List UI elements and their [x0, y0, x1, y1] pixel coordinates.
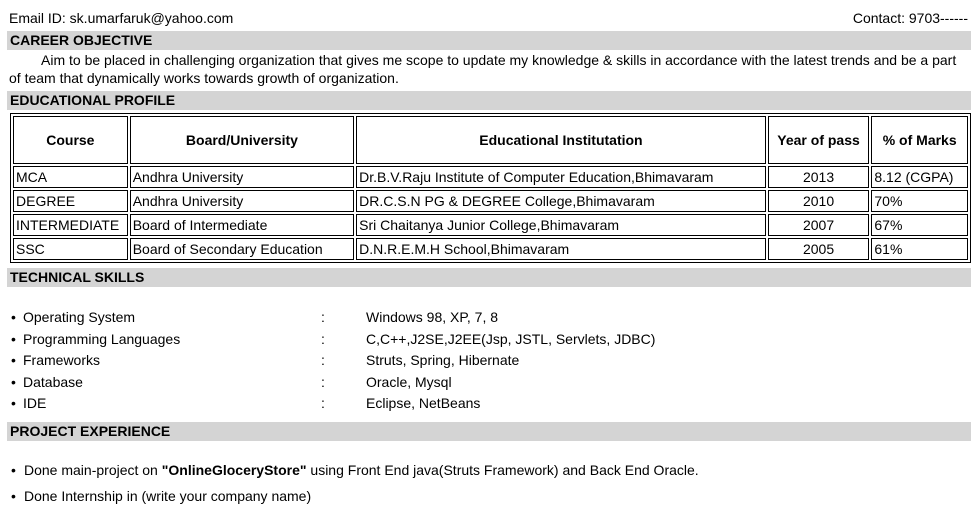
header-marks: % of Marks: [871, 116, 968, 164]
main-project-suffix: using Front End java(Struts Framework) and Back End Oracle.: [306, 462, 699, 478]
main-project-text: [24, 460, 699, 480]
contact-row: [9, 10, 968, 27]
email-text: Email ID: sk.umarfaruk@yahoo.com: [9, 10, 234, 26]
section-career-objective: CAREER OBJECTIVE: [7, 31, 971, 50]
bullet-icon: •: [11, 462, 16, 478]
skill-separator: :: [321, 395, 325, 411]
cell-year: 2013: [768, 166, 870, 188]
bullet-icon: •: [11, 488, 16, 504]
header-institution: Educational Institutation: [356, 116, 766, 164]
bullet-icon: •: [11, 395, 16, 411]
skill-name: Frameworks: [23, 352, 101, 368]
skill-value: C,C++,J2SE,J2EE(Jsp, JSTL, Servlets, JDBC): [366, 330, 656, 347]
cell-institution: Sri Chaitanya Junior College,Bhimavaram: [356, 214, 766, 236]
skill-name: IDE: [23, 395, 47, 411]
table-row: [13, 214, 968, 236]
table-row: [13, 190, 968, 212]
objective-paragraph: Aim to be placed in challenging organization that gives me scope to update my knowledge & skills in accordance with the latest trends and be a part of team that dynamically works towards growth of organization.: [9, 52, 957, 86]
skill-separator: :: [321, 330, 325, 347]
internship-text: Done Internship in (write your company name): [24, 488, 312, 504]
main-project-prefix: Done main-project on: [24, 462, 162, 478]
main-project-name: "OnlineGloceryStore": [161, 462, 307, 478]
list-item: [11, 350, 711, 372]
cell-marks: 67%: [871, 214, 968, 236]
list-item: [11, 307, 711, 329]
cell-year: 2010: [768, 190, 870, 212]
cell-marks: 61%: [871, 238, 968, 260]
table-row: [13, 166, 968, 188]
cell-course: SSC: [13, 238, 128, 260]
list-item: [11, 486, 971, 512]
bullet-icon: •: [11, 309, 16, 325]
cell-year: 2007: [768, 214, 870, 236]
section-educational-profile: EDUCATIONAL PROFILE: [7, 91, 971, 110]
skill-separator: :: [321, 352, 325, 368]
header-course: Course: [13, 116, 128, 164]
skill-value: Oracle, Mysql: [366, 373, 452, 390]
skill-name: Operating System: [23, 309, 136, 325]
skill-value: Windows 98, XP, 7, 8: [366, 309, 499, 325]
bullet-icon: •: [11, 373, 16, 390]
cell-institution: DR.C.S.N PG & DEGREE College,Bhimavaram: [356, 190, 766, 212]
cell-board: Andhra University: [130, 166, 354, 188]
cell-course: INTERMEDIATE: [13, 214, 128, 236]
cell-marks: 70%: [871, 190, 968, 212]
project-list: [11, 460, 971, 512]
cell-marks: 8.12 (CGPA): [871, 166, 968, 188]
skill-name: Database: [23, 373, 83, 390]
list-item: [11, 460, 971, 486]
cell-course: DEGREE: [13, 190, 128, 212]
cell-year: 2005: [768, 238, 870, 260]
cell-institution: D.N.R.E.M.H School,Bhimavaram: [356, 238, 766, 260]
contact-text: Contact: 9703------: [852, 10, 968, 26]
skill-name: Programming Languages: [23, 330, 181, 347]
cell-course: MCA: [13, 166, 128, 188]
section-project-experience: PROJECT EXPERIENCE: [7, 422, 971, 441]
cell-board: Board of Secondary Education: [130, 238, 354, 260]
section-technical-skills: TECHNICAL SKILLS: [7, 268, 971, 287]
header-year: Year of pass: [768, 116, 870, 164]
skills-list: [11, 307, 711, 415]
cell-institution: Dr.B.V.Raju Institute of Computer Education,Bhimavaram: [356, 166, 766, 188]
cell-board: Andhra University: [130, 190, 354, 212]
education-table: [10, 113, 971, 263]
skill-value: Struts, Spring, Hibernate: [366, 352, 520, 368]
skill-separator: :: [321, 309, 325, 325]
bullet-icon: •: [11, 330, 16, 347]
list-item: [11, 372, 711, 394]
skill-value: Eclipse, NetBeans: [366, 395, 481, 411]
list-item: [11, 329, 711, 351]
cell-board: Board of Intermediate: [130, 214, 354, 236]
skill-separator: :: [321, 373, 325, 390]
bullet-icon: •: [11, 352, 16, 368]
table-header-row: [13, 116, 968, 164]
header-board: Board/University: [130, 116, 354, 164]
table-row: [13, 238, 968, 260]
list-item: [11, 393, 711, 415]
